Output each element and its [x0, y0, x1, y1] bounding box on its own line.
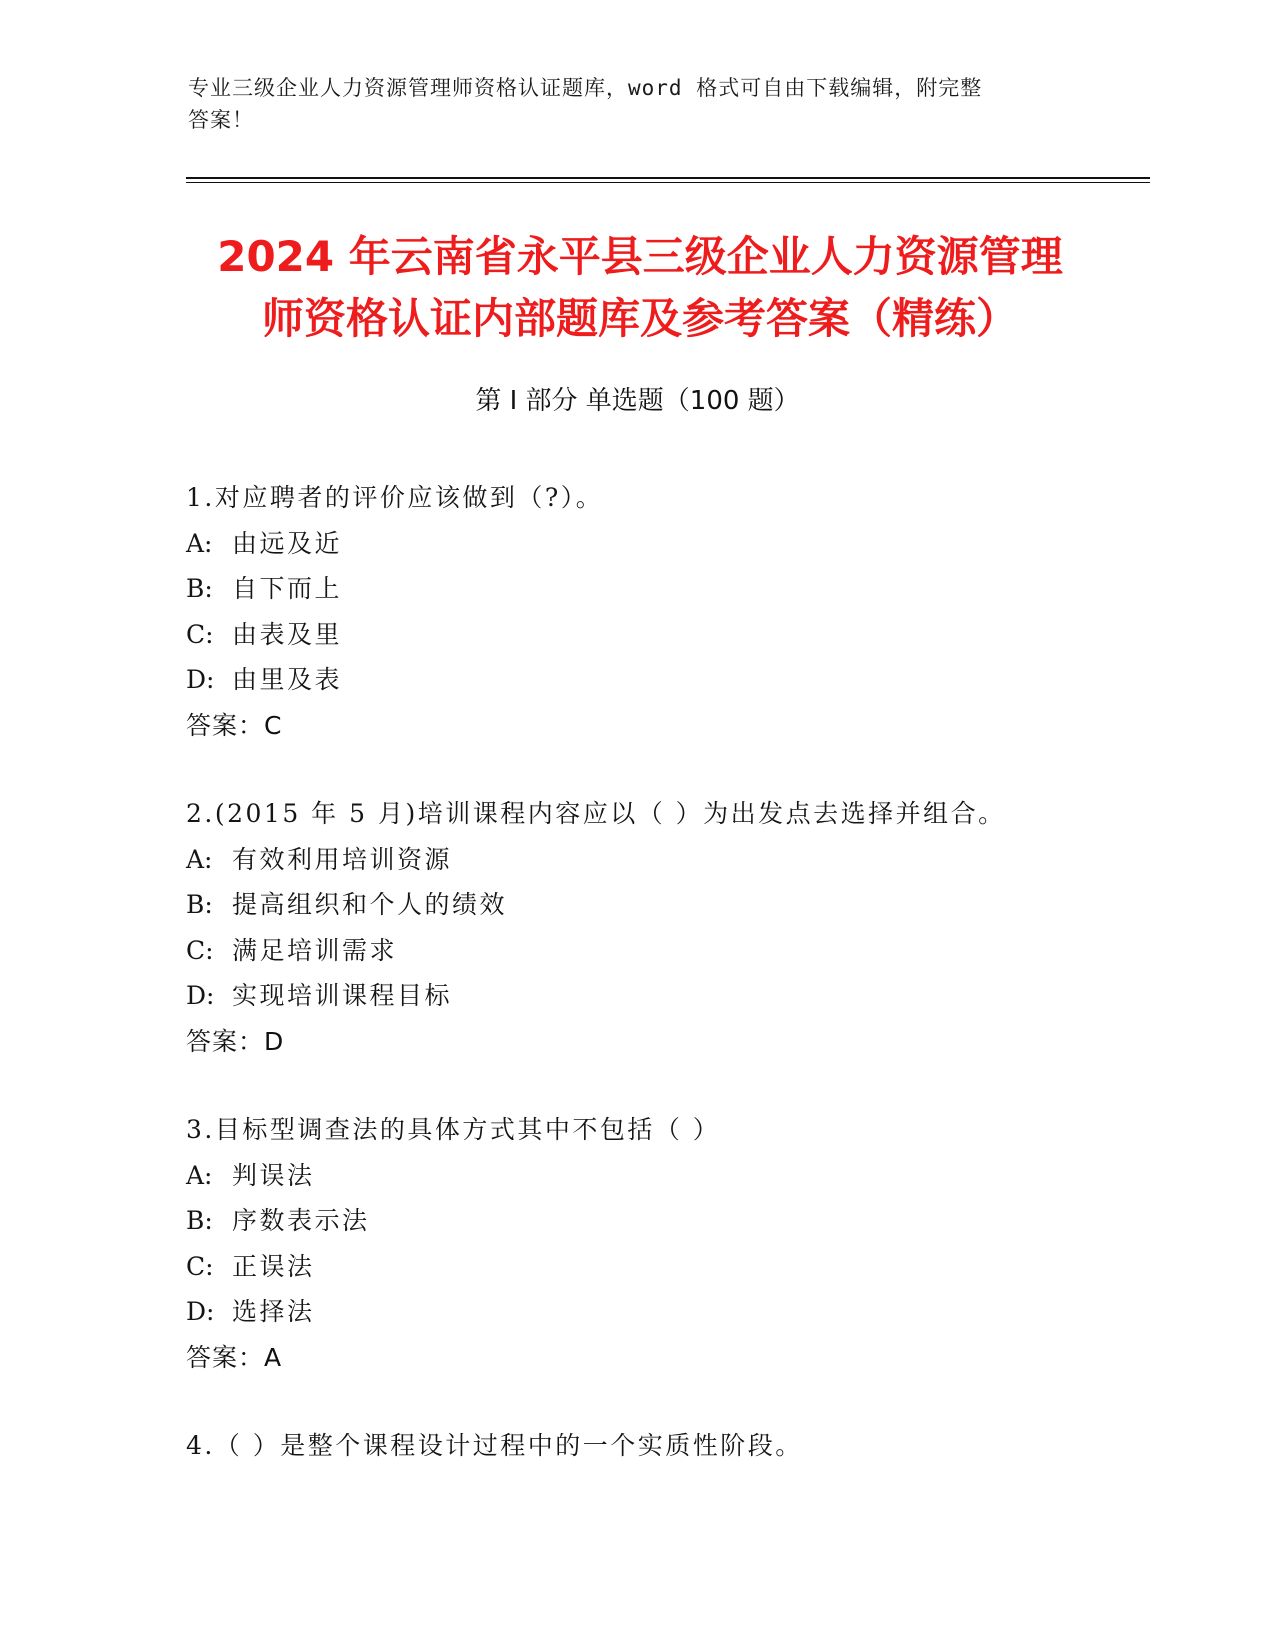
option-a	[186, 521, 1136, 567]
option-key: B:	[186, 574, 213, 603]
option-d	[186, 657, 1136, 703]
document-title	[190, 226, 1090, 350]
option-key: D:	[186, 665, 215, 694]
option-text: 序数表示法	[232, 1206, 370, 1235]
option-key: D:	[186, 981, 215, 1010]
section-heading: 第 I 部分 单选题（100 题）	[475, 386, 800, 416]
option-c	[186, 612, 1136, 658]
question-stem: 1.对应聘者的评价应该做到（?）。	[186, 483, 604, 512]
document-title-line2: 师资格认证内部题库及参考答案（精练）	[261, 294, 1018, 343]
option-b	[186, 1198, 1136, 1244]
option-key: A:	[186, 844, 213, 874]
question-stem: 3.目标型调查法的具体方式其中不包括（ ）	[186, 1115, 721, 1144]
question-2	[186, 791, 1136, 1064]
header-note-line2: 答案！	[188, 108, 254, 132]
option-text: 判误法	[232, 1160, 315, 1190]
option-a	[186, 837, 1136, 883]
option-text: 由表及里	[232, 619, 343, 649]
option-d	[186, 973, 1136, 1019]
option-text: 满足培训需求	[232, 935, 398, 965]
option-c	[186, 1244, 1136, 1290]
document-title-line1: 2024 年云南省永平县三级企业人力资源管理	[217, 232, 1063, 281]
header-note-line1: 专业三级企业人力资源管理师资格认证题库，word 格式可自由下载编辑，附完整	[188, 76, 983, 100]
option-key: D:	[186, 1297, 215, 1326]
header-note	[188, 72, 1088, 136]
question-answer: 答案：C	[186, 710, 283, 740]
question-stem: 2.(2015 年 5 月)培训课程内容应以（ ）为出发点去选择并组合。	[186, 799, 1006, 828]
option-key: B:	[186, 890, 213, 919]
option-c	[186, 928, 1136, 974]
option-key: C:	[186, 619, 214, 649]
option-text: 有效利用培训资源	[232, 844, 453, 874]
question-stem: 4.（ ）是整个课程设计过程中的一个实质性阶段。	[186, 1431, 803, 1460]
question-list	[186, 475, 1136, 1512]
option-text: 由里及表	[232, 665, 343, 694]
header-divider-thick	[186, 177, 1150, 179]
option-text: 选择法	[232, 1297, 315, 1326]
question-answer: 答案：A	[186, 1342, 283, 1372]
option-b	[186, 882, 1136, 928]
option-key: C:	[186, 1251, 214, 1281]
option-key: C:	[186, 935, 214, 965]
option-text: 提高组织和个人的绩效	[232, 890, 508, 919]
question-1	[186, 475, 1136, 748]
option-text: 自下而上	[232, 574, 343, 603]
option-key: B:	[186, 1206, 213, 1235]
option-b	[186, 566, 1136, 612]
option-key: A:	[186, 1160, 213, 1190]
question-4	[186, 1423, 1136, 1469]
option-a	[186, 1153, 1136, 1199]
header-divider-thin	[186, 182, 1150, 183]
option-text: 实现培训课程目标	[232, 981, 453, 1010]
option-d	[186, 1289, 1136, 1335]
option-text: 由远及近	[232, 528, 343, 558]
question-answer: 答案：D	[186, 1026, 285, 1056]
option-key: A:	[186, 528, 213, 558]
option-text: 正误法	[232, 1251, 315, 1281]
question-3	[186, 1107, 1136, 1380]
